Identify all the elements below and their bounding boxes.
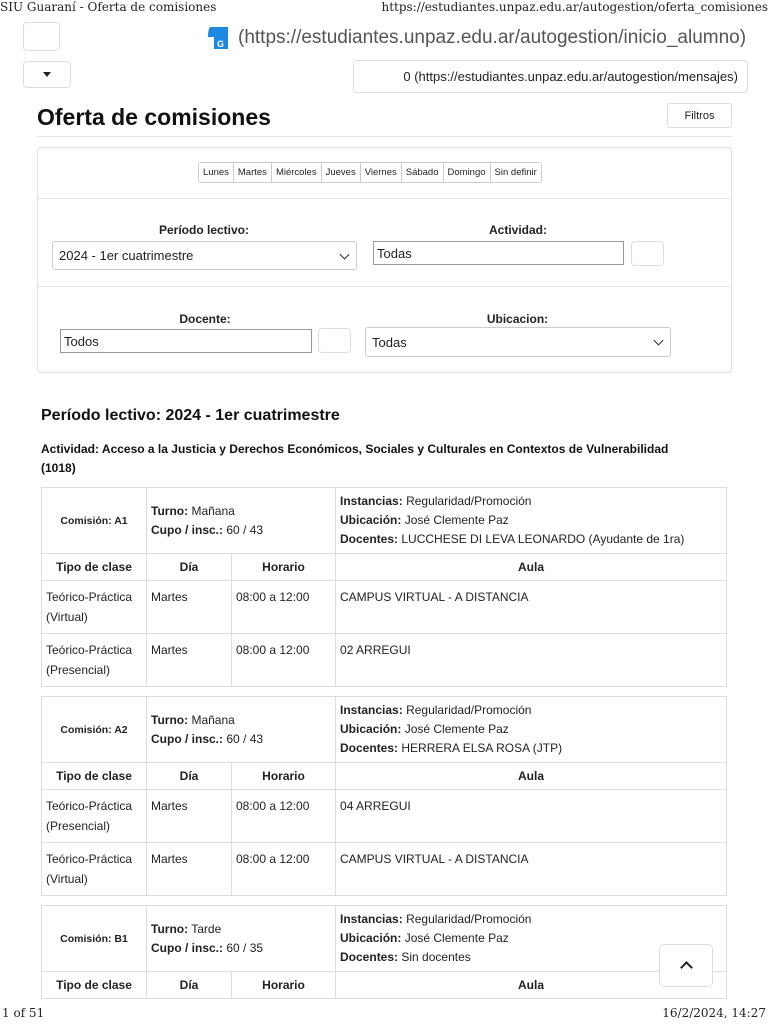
- ubicacion-select-value: Todas: [372, 334, 407, 350]
- aula-cell: CAMPUS VIRTUAL - A DISTANCIA: [336, 843, 727, 896]
- tipo-clase-cell: Teórico-Práctica (Virtual): [42, 581, 147, 634]
- title-divider: [37, 136, 732, 137]
- guarani-logo-icon: [204, 25, 232, 51]
- column-header: Horario: [232, 554, 336, 581]
- column-header: Día: [147, 763, 232, 790]
- day-filter-button[interactable]: Sábado: [402, 163, 444, 182]
- print-datetime: 16/2/2024, 14:27: [662, 1006, 766, 1020]
- turno-value: Tarde: [191, 921, 222, 936]
- horario-cell: 08:00 a 12:00: [232, 790, 336, 843]
- commission-info-cell: [336, 697, 727, 763]
- docentes-value: Sin docentes: [401, 950, 471, 964]
- aula-cell: 02 ARREGUI: [336, 634, 727, 687]
- cupo-value: 60 / 35: [226, 940, 264, 955]
- turno-value: Mañana: [191, 503, 235, 518]
- commission-table: [41, 487, 727, 687]
- column-header: Tipo de clase: [42, 763, 147, 790]
- periodo-label: Período lectivo:: [158, 223, 250, 237]
- instancias-label: Instancias:: [340, 703, 403, 717]
- actividad-label: Actividad:: [488, 223, 547, 237]
- ubicacion-value: José Clemente Paz: [404, 722, 509, 736]
- chevron-down-icon: [340, 249, 350, 259]
- column-header: Horario: [232, 972, 336, 999]
- column-header: Tipo de clase: [42, 972, 147, 999]
- periodo-select-value: 2024 - 1er cuatrimestre: [59, 248, 194, 263]
- menu-toggle-button[interactable]: [23, 22, 60, 51]
- horario-cell: 08:00 a 12:00: [232, 581, 336, 634]
- day-filter-button[interactable]: Domingo: [444, 163, 491, 182]
- dia-cell: Martes: [147, 790, 232, 843]
- instancias-label: Instancias:: [340, 494, 403, 508]
- day-filter-button[interactable]: Martes: [234, 163, 272, 182]
- ubicacion-label: Ubicación:: [340, 513, 402, 527]
- aula-cell: CAMPUS VIRTUAL - A DISTANCIA: [336, 581, 727, 634]
- period-heading: Período lectivo: 2024 - 1er cuatrimestre: [41, 407, 340, 424]
- docentes-value: HERRERA ELSA ROSA (JTP): [401, 741, 563, 755]
- cupo-label: Cupo / insc.:: [151, 522, 223, 537]
- commission-name: Comisión: A1: [42, 488, 147, 554]
- ubicacion-value: José Clemente Paz: [404, 513, 509, 527]
- docentes-value: LUCCHESE DI LEVA LEONARDO (Ayudante de 1ra): [401, 532, 685, 546]
- dia-cell: Martes: [147, 581, 232, 634]
- cupo-value: 60 / 43: [226, 731, 264, 746]
- chevron-up-icon: [680, 961, 693, 974]
- svg-text:G: G: [217, 39, 225, 49]
- cupo-label: Cupo / insc.:: [151, 940, 223, 955]
- cupo-label: Cupo / insc.:: [151, 731, 223, 746]
- commission-info-cell: [336, 488, 727, 554]
- turno-label: Turno:: [151, 503, 189, 518]
- turno-label: Turno:: [151, 921, 189, 936]
- commission-name: Comisión: B1: [42, 906, 147, 972]
- print-page-url: https://estudiantes.unpaz.edu.ar/autogestion/oferta_comisiones: [381, 0, 768, 14]
- instancias-label: Instancias:: [340, 912, 403, 926]
- column-header: Horario: [232, 763, 336, 790]
- print-header: [0, 0, 768, 16]
- commission-table: [41, 905, 727, 999]
- commission-turno-cell: [147, 906, 336, 972]
- turno-label: Turno:: [151, 712, 189, 727]
- dia-cell: Martes: [147, 843, 232, 896]
- page-title: Oferta de comisiones: [37, 104, 271, 130]
- column-header: Día: [147, 972, 232, 999]
- tipo-clase-cell: Teórico-Práctica (Presencial): [42, 634, 147, 687]
- print-page-number: 1 of 51: [2, 1006, 45, 1020]
- home-link-text: (https://estudiantes.unpaz.edu.ar/autogestion/inicio_alumno): [238, 27, 747, 48]
- periodo-select[interactable]: [52, 241, 357, 270]
- home-logo-link[interactable]: [204, 24, 746, 52]
- horario-cell: 08:00 a 12:00: [232, 843, 336, 896]
- commission-table: [41, 696, 727, 896]
- instancias-value: Regularidad/Promoción: [406, 494, 532, 508]
- table-row: [42, 843, 727, 896]
- actividad-input[interactable]: Todas: [373, 241, 624, 265]
- commission-name: Comisión: A2: [42, 697, 147, 763]
- day-filter-button[interactable]: Jueves: [322, 163, 361, 182]
- caret-down-icon: [43, 72, 51, 77]
- actividad-search-button[interactable]: [631, 241, 664, 266]
- messages-button[interactable]: 0 (https://estudiantes.unpaz.edu.ar/autogestion/mensajes): [353, 60, 748, 93]
- horario-cell: 08:00 a 12:00: [232, 634, 336, 687]
- column-header: Aula: [336, 763, 727, 790]
- ubicacion-label: Ubicación:: [340, 931, 402, 945]
- panel-divider: [37, 286, 732, 287]
- column-header: Aula: [336, 972, 727, 999]
- day-filter-button[interactable]: Lunes: [199, 163, 234, 182]
- ubicacion-label: Ubicacion:: [486, 312, 549, 326]
- ubicacion-value: José Clemente Paz: [404, 931, 509, 945]
- tipo-clase-cell: Teórico-Práctica (Virtual): [42, 843, 147, 896]
- turno-value: Mañana: [191, 712, 235, 727]
- day-filter-button[interactable]: Viernes: [361, 163, 402, 182]
- column-header: Tipo de clase: [42, 554, 147, 581]
- instancias-value: Regularidad/Promoción: [406, 703, 532, 717]
- table-row: [42, 634, 727, 687]
- cupo-value: 60 / 43: [226, 522, 264, 537]
- docente-input[interactable]: Todos: [60, 329, 312, 353]
- dia-cell: Martes: [147, 634, 232, 687]
- ubicacion-select[interactable]: [365, 327, 671, 357]
- commission-turno-cell: [147, 697, 336, 763]
- instancias-value: Regularidad/Promoción: [406, 912, 532, 926]
- chevron-down-icon: [654, 336, 664, 346]
- user-dropdown-button[interactable]: [23, 61, 71, 88]
- docentes-label: Docentes:: [340, 950, 399, 964]
- commission-turno-cell: [147, 488, 336, 554]
- table-row: [42, 581, 727, 634]
- scroll-top-button[interactable]: [659, 944, 713, 987]
- column-header: Día: [147, 554, 232, 581]
- docente-label: Docente:: [179, 312, 231, 326]
- docentes-label: Docentes:: [340, 741, 399, 755]
- docentes-label: Docentes:: [340, 532, 399, 546]
- table-row: [42, 790, 727, 843]
- day-filter-button[interactable]: Sin definir: [491, 163, 541, 182]
- panel-divider: [37, 198, 732, 199]
- docente-search-button[interactable]: [318, 328, 351, 353]
- activity-heading: Actividad: Acceso a la Justicia y Derechos Económicos, Sociales y Culturales en Contextos de Vulnerabilidad (1018): [41, 442, 669, 475]
- day-filter-button[interactable]: Miércoles: [272, 163, 322, 182]
- column-header: Aula: [336, 554, 727, 581]
- filters-button[interactable]: Filtros: [667, 103, 732, 128]
- day-filter-group: [198, 162, 542, 183]
- tipo-clase-cell: Teórico-Práctica (Presencial): [42, 790, 147, 843]
- ubicacion-label: Ubicación:: [340, 722, 402, 736]
- print-page-title: SIU Guaraní - Oferta de comisiones: [0, 0, 217, 14]
- aula-cell: 04 ARREGUI: [336, 790, 727, 843]
